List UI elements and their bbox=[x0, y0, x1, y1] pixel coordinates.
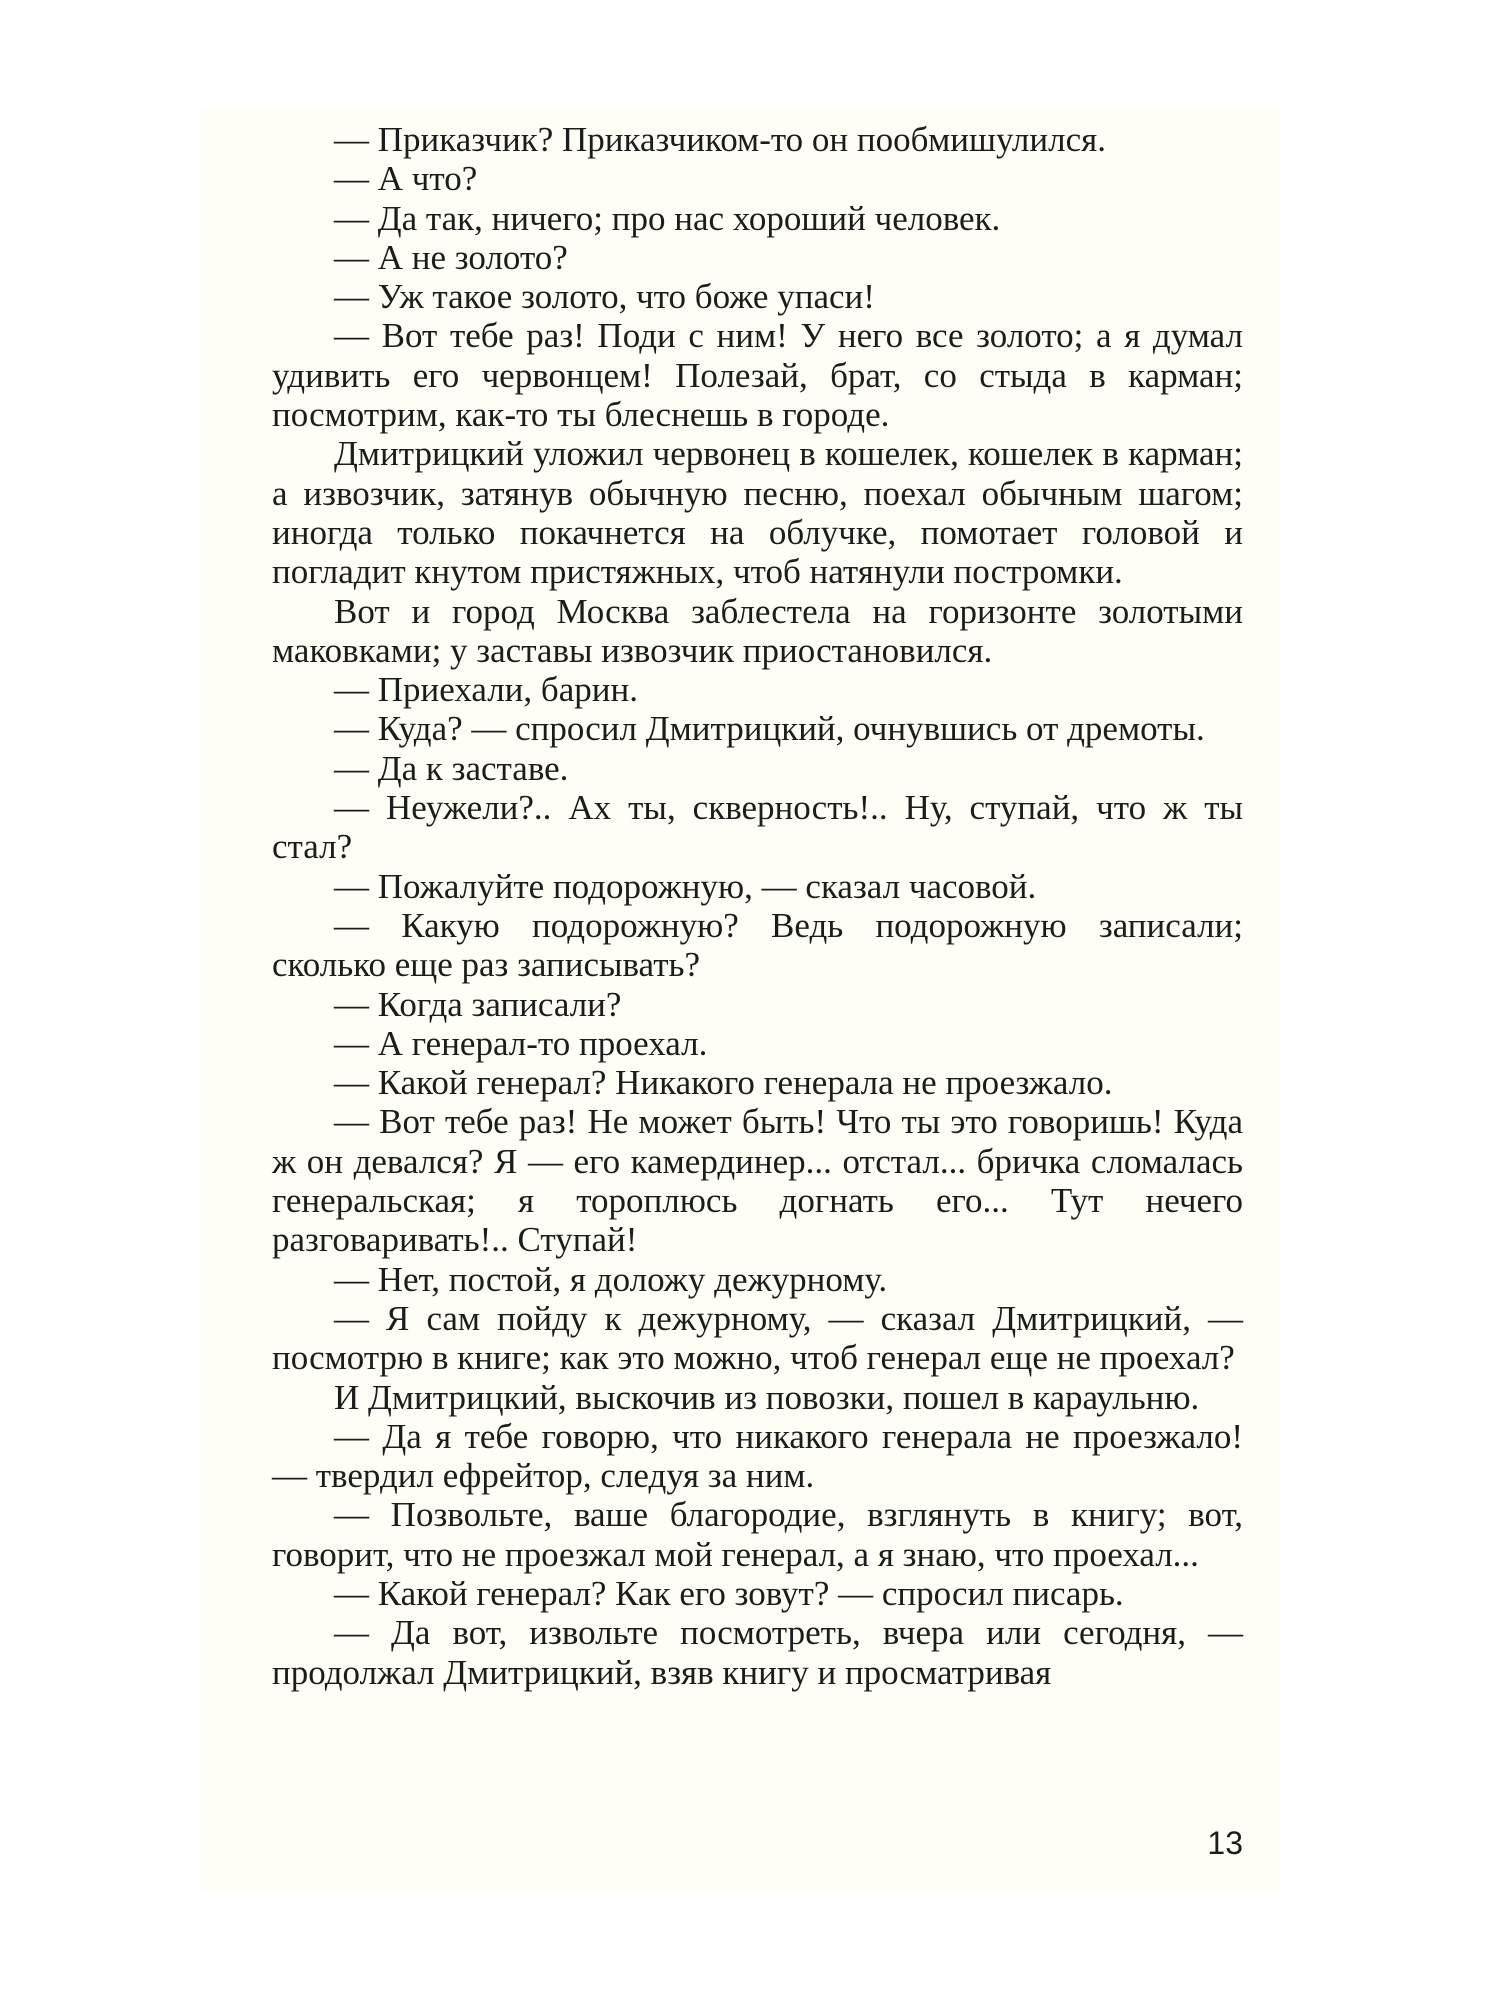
page-text bbox=[272, 120, 1243, 1692]
paragraph: — Да вот, извольте посмотреть, вчера или сегодня, — продолжал Дмитрицкий, взяв книгу и просматривая bbox=[272, 1613, 1243, 1692]
paragraph: Дмитрицкий уложил червонец в кошелек, кошелек в карман; а извозчик, затянув обычную песню, поехал обычным шагом; иногда только покачнется на облучке, помотает головой и погладит кнутом пристяжных, чтоб натянули постромки. bbox=[272, 434, 1243, 592]
paragraph: — Да я тебе говорю, что никакого генерала не проезжало! — твердил ефрейтор, следуя за ним. bbox=[272, 1416, 1243, 1496]
paragraph: — Уж такое золото, что боже упаси! bbox=[334, 277, 875, 317]
paragraph: — Неужели?.. Ах ты, скверность!.. Ну, ступай, что ж ты стал? bbox=[272, 788, 1243, 867]
paragraph: — Какой генерал? Как его зовут? — спросил писарь. bbox=[334, 1573, 1124, 1613]
paragraph: — Да к заставе. bbox=[334, 748, 569, 788]
paragraph: — Нет, постой, я доложу дежурному. bbox=[334, 1259, 888, 1299]
paragraph: — Какой генерал? Никакого генерала не проезжало. bbox=[334, 1063, 1113, 1103]
page-number: 13 bbox=[1207, 1825, 1243, 1861]
paragraph: — Пожалуйте подорожную, — сказал часовой. bbox=[334, 866, 1037, 906]
paragraph: — Приехали, барин. bbox=[334, 670, 638, 710]
paragraph: — Да так, ничего; про нас хороший человек. bbox=[334, 198, 1001, 238]
paragraph: — Я сам пойду к дежурному, — сказал Дмитрицкий, — посмотрю в книге; как это можно, чтоб генерал еще не проехал? bbox=[272, 1298, 1243, 1378]
paragraph: — Какую подорожную? Ведь подорожную записали; сколько еще раз записывать? bbox=[272, 905, 1243, 985]
paragraph: — Вот тебе раз! Не может быть! Что ты это говоришь! Куда ж он девался? Я — его камердинер... отстал... бричка сломалась генеральская; я тороплюсь догнать его... Тут нечего разговаривать!.. Ступай! bbox=[272, 1102, 1243, 1260]
paragraph: — А генерал-то проехал. bbox=[334, 1023, 708, 1063]
paragraph: И Дмитрицкий, выскочив из повозки, пошел в караульню. bbox=[334, 1377, 1200, 1417]
paragraph: — Приказчик? Приказчиком-то он пообмишулился. bbox=[334, 120, 1106, 159]
paragraph: Вот и город Москва заблестела на горизонте золотыми маковками; у заставы извозчик приостановился. bbox=[272, 591, 1243, 670]
paragraph: — Куда? — спросил Дмитрицкий, очнувшись от дремоты. bbox=[334, 709, 1205, 749]
paragraph: — А что? bbox=[334, 159, 478, 199]
book-page bbox=[200, 108, 1280, 1892]
paragraph: — Позвольте, ваше благородие, взглянуть в книгу; вот, говорит, что не проезжал мой генерал, а я знаю, что проехал... bbox=[272, 1495, 1243, 1574]
paragraph: — Вот тебе раз! Поди с ним! У него все золото; а я думал удивить его червонцем! Полезай, брат, со стыда в карман; посмотрим, как-то ты блеснешь в городе. bbox=[272, 316, 1243, 435]
paragraph: — А не золото? bbox=[334, 237, 568, 277]
paragraph: — Когда записали? bbox=[334, 984, 622, 1024]
